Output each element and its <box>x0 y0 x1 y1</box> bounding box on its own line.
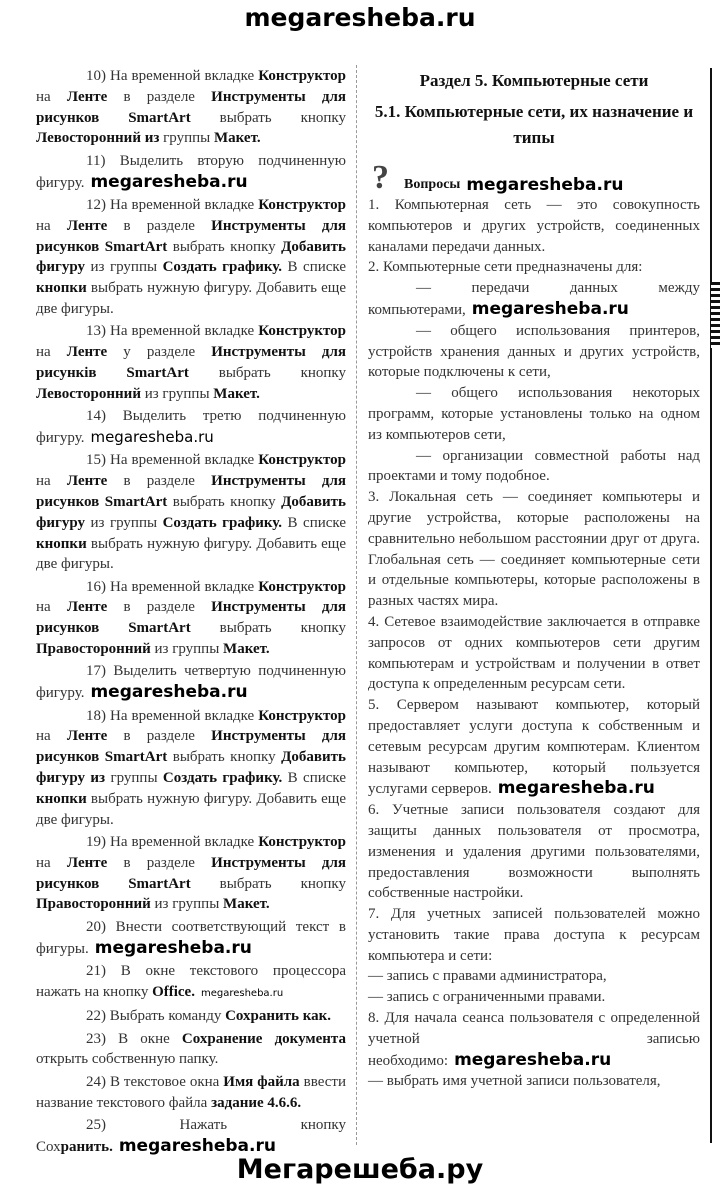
site-footer: Мегарешеба.ру <box>236 1154 484 1185</box>
text-run: группы <box>159 130 214 147</box>
text-run: В списке <box>282 259 346 276</box>
instruction-step <box>36 961 346 1005</box>
text-run: выбрать нужную фигуру. Добавить еще две фигуры. <box>36 535 346 573</box>
text-run: ввести название текстового файла <box>36 1073 346 1111</box>
watermark: megaresheba.ru <box>90 171 248 192</box>
text-run: 15) На временной вкладке <box>86 452 259 469</box>
instruction-step <box>36 832 346 915</box>
bold-term: Конструктор <box>258 323 346 340</box>
bold-term: Инструменты для рисунков SmartArt <box>36 88 347 126</box>
text-run: из группы <box>140 385 214 402</box>
site-header: megaresheba.ru <box>244 3 476 32</box>
answer-paragraph <box>368 383 700 445</box>
instruction-step <box>36 450 346 575</box>
text-run: выбрать нужную фигуру. Добавить еще две фигуры. <box>36 280 346 317</box>
answer-text: — общего использования некоторых программ, которые установлены только на одном из компьютеров сети, <box>368 385 700 443</box>
text-run: 24) В текстовое окна <box>86 1073 224 1090</box>
text-run: у разделе <box>107 344 212 361</box>
instruction-step <box>36 1006 346 1027</box>
left-column <box>36 66 346 1159</box>
answer-text: 5. Сервером называют компьютер, который предоставляет услуги доступа к собственным и сетевым ресурсам другим компютерам. Клиентом называют компьютер, который пользуется услугами серверов. <box>368 697 700 798</box>
text-run: 12) На временной вкладке <box>86 196 259 213</box>
watermark: megaresheba.ru <box>90 427 214 446</box>
right-column <box>368 66 700 1092</box>
answer-paragraph <box>368 487 700 612</box>
text-run: группы <box>105 770 163 787</box>
bold-term: Ленте <box>66 599 108 616</box>
answer-paragraph <box>368 695 700 800</box>
bold-term: Ленте <box>66 88 108 105</box>
bold-term: Ленте <box>66 217 108 234</box>
subsection-title: 5.1. Компьютерные сети, их назначение и типы <box>374 102 694 147</box>
text-run: в разделе <box>107 728 212 745</box>
text-run: 18) На временной вкладке <box>86 707 259 724</box>
text-run: В списке <box>282 514 346 531</box>
bold-term: Инструменты для рисунков SmartArt <box>36 599 347 637</box>
text-run: на <box>36 217 67 234</box>
text-run: 13) На временной вкладке <box>86 323 259 340</box>
bold-term: Конструктор <box>258 68 346 84</box>
text-run: из группы <box>84 514 163 531</box>
instruction-step <box>36 406 346 449</box>
bold-term: Конструктор <box>258 578 346 595</box>
text-run: 19) На временной вкладке <box>86 834 259 851</box>
bold-term: Макет. <box>213 385 260 402</box>
text-run: на <box>36 854 67 871</box>
answer-text: 3. Локальная сеть — соединяет компьютеры и другие устройства, которые расположены на сравнительно небольшом расстоянии друг от друга. Глобальная сеть — соединяет компьютерные сети и отдельные компьютеры, которые расположены в разных частях мира. <box>368 489 700 610</box>
bold-term: Сохранение документа <box>181 1030 346 1047</box>
answer-paragraph <box>368 278 700 321</box>
answer-text: — выбрать имя учетной записи пользователя, <box>368 1073 661 1090</box>
answer-paragraph <box>368 904 700 966</box>
bold-term: Ленте <box>66 344 108 361</box>
answer-paragraph <box>368 987 700 1008</box>
bold-term: Ленте <box>66 473 108 490</box>
watermark: megaresheba.ru <box>94 937 252 958</box>
text-run: в разделе <box>107 473 212 490</box>
answer-text: 8. Для начала сеанса пользователя с определенной учетной записью необходимо: <box>368 1010 700 1069</box>
bold-term: Добавить фигуру из <box>36 749 346 787</box>
text-run: из группы <box>150 896 224 913</box>
text-run: из группы <box>150 641 224 658</box>
text-run: в разделе <box>107 854 212 871</box>
watermark: megaresheba.ru <box>454 1049 612 1070</box>
answer-paragraph <box>368 1071 700 1092</box>
text-run: на <box>36 88 67 105</box>
instruction-step <box>36 321 346 404</box>
answer-paragraph <box>368 321 700 383</box>
instruction-step <box>36 706 346 831</box>
bold-term: кнопки <box>36 535 87 552</box>
text-run: 20) Внести соответствующий текст в фигуры. <box>36 918 346 957</box>
instruction-step <box>36 917 346 960</box>
watermark: megaresheba.ru <box>118 1135 276 1156</box>
bold-term: Создать графику. <box>162 259 283 276</box>
text-run: выбрать кнопку <box>167 238 282 255</box>
instruction-step <box>36 151 346 194</box>
bold-term: Инструменты для рисунков SmartArt <box>36 728 347 766</box>
watermark: megaresheba.ru <box>471 298 629 319</box>
bold-term: Конструктор <box>258 834 346 851</box>
bold-term: Сохранить как. <box>225 1008 332 1025</box>
answer-paragraph <box>368 966 700 987</box>
answer-paragraph <box>368 1008 700 1071</box>
answer-paragraph <box>368 195 700 257</box>
text-run: 23) В окне <box>86 1030 182 1047</box>
text-run: 25) Нажать кнопку Сох <box>36 1116 346 1155</box>
questions-label: Вопросы <box>404 177 461 192</box>
text-run: открыть собственную папку. <box>36 1051 219 1068</box>
text-run: из группы <box>84 259 163 276</box>
bold-term: кнопки <box>36 280 87 297</box>
text-run: выбрать кнопку <box>190 875 346 892</box>
text-run: выбрать кнопку <box>167 749 282 766</box>
bold-term: Office. <box>152 983 195 1000</box>
answer-text: 2. Компьютерные сети предназначены для: <box>368 259 643 276</box>
answer-text: — запись с правами администратора, <box>368 968 607 985</box>
answers-list <box>368 195 700 1092</box>
text-run: выбрать кнопку <box>190 620 346 637</box>
instruction-step <box>36 1029 346 1071</box>
text-run: 11) Выделить вторую подчиненную фигуру. <box>36 152 346 191</box>
answer-text: 1. Компьютерная сеть — это совокупность компьютеров и других устройств, соединенных каналами передачи данных. <box>368 197 700 255</box>
bold-term: Добавить фигуру <box>36 238 346 276</box>
text-run: на <box>36 473 67 490</box>
instruction-step <box>36 66 346 149</box>
bold-term: Левосторонний <box>36 385 141 402</box>
bold-term: Левосторонний из <box>36 130 160 147</box>
bold-term: Создать графику. <box>162 770 283 787</box>
bold-term: Добавить фигуру <box>36 493 346 531</box>
text-run: на <box>36 344 67 361</box>
bold-term: Конструктор <box>258 452 346 469</box>
bold-term: Имя файла <box>223 1073 300 1090</box>
bold-term: Правосторонний <box>36 896 151 913</box>
answer-paragraph <box>368 800 700 904</box>
text-run: 16) На временной вкладке <box>86 578 259 595</box>
section-title: Раздел 5. Компьютерные сети <box>419 71 649 90</box>
instruction-step <box>36 195 346 320</box>
text-run: на <box>36 728 67 745</box>
answer-text: 7. Для учетных записей пользователей можно установить такие права доступа к ресурсам компьютера и сети: <box>368 906 700 964</box>
watermark: megaresheba.ru <box>90 682 248 703</box>
bold-term: Макет. <box>223 641 270 658</box>
bold-term: Создать графику. <box>162 514 283 531</box>
instruction-step <box>36 577 346 660</box>
text-run: 21) В окне текстового процессора нажать на кнопку <box>36 963 346 1000</box>
instruction-step <box>36 1072 346 1114</box>
text-run: 17) Выделить четвертую подчиненную фигуру. <box>36 663 346 702</box>
answer-text: — организации совместной работы над проектами и тому подобное. <box>368 447 700 485</box>
bold-term: Правосторонний <box>36 641 151 658</box>
bold-term: Макет. <box>223 896 270 913</box>
bold-term: Инструменты для рисунков SmartArt <box>36 854 347 892</box>
bold-term: задание 4.6.6. <box>211 1094 302 1111</box>
instruction-step <box>36 661 346 704</box>
answer-text: — запись с ограниченными правами. <box>368 989 606 1006</box>
answer-paragraph <box>368 257 700 278</box>
answer-text: — общего использования принтеров, устройств хранения данных и других устройств, которые подключены к сети, <box>368 322 700 381</box>
text-run: выбрать кнопку <box>188 364 346 381</box>
page-edge-marker <box>711 282 720 348</box>
text-run: В списке <box>282 770 346 787</box>
text-run: на <box>36 599 67 616</box>
answer-text: — передачи данных между компьютерами, <box>368 280 700 318</box>
watermark: megaresheba.ru <box>497 778 655 799</box>
question-mark-icon: ? <box>372 161 389 195</box>
bold-term: кнопки <box>36 790 87 807</box>
text-run: выбрать кнопку <box>167 493 282 510</box>
bold-term: Инструменты для рисунков SmartArt <box>36 217 347 255</box>
text-run: 22) Выбрать команду <box>86 1008 226 1025</box>
bold-term: Инструменты для рисунків SmartArt <box>36 344 346 381</box>
text-run: 10) На временной вкладке <box>86 68 259 84</box>
questions-heading <box>368 161 700 195</box>
text-run: в разделе <box>107 599 212 616</box>
text-run: в разделе <box>107 217 212 234</box>
bold-term: Инструменты для рисунков SmartArt <box>36 473 347 510</box>
answer-paragraph <box>368 446 700 488</box>
text-run: выбрать кнопку <box>190 109 346 126</box>
watermark: megaresheba.ru <box>200 987 284 999</box>
bold-term: ранить. <box>60 1138 113 1155</box>
bold-term: Ленте <box>66 854 108 871</box>
answer-text: 6. Учетные записи пользователя создают для защиты данных пользователя от просмотра, изменения и удаления другими пользователями, предоставления возможности выполнять собственные настройки. <box>368 802 700 902</box>
bold-term: Ленте <box>66 728 108 745</box>
text-run: в разделе <box>107 88 212 105</box>
bold-term: Макет. <box>214 130 261 147</box>
watermark: megaresheba.ru <box>466 175 624 195</box>
column-divider <box>356 65 357 1145</box>
answer-paragraph <box>368 612 700 695</box>
text-run: 14) Выделить третю подчиненную фигуру. <box>36 408 346 446</box>
bold-term: Конструктор <box>258 707 346 724</box>
answer-text: 4. Сетевое взаимодействие заключается в отправке запросов от одних компьютеров сети другим компьютерам и устройствам и получении в ответ доступа к определенным ресурсам сети. <box>368 613 700 693</box>
page-edge-line <box>710 68 712 1143</box>
text-run: выбрать нужную фигуру. Добавить еще две фигуры. <box>36 790 346 828</box>
bold-term: Конструктор <box>258 196 346 213</box>
